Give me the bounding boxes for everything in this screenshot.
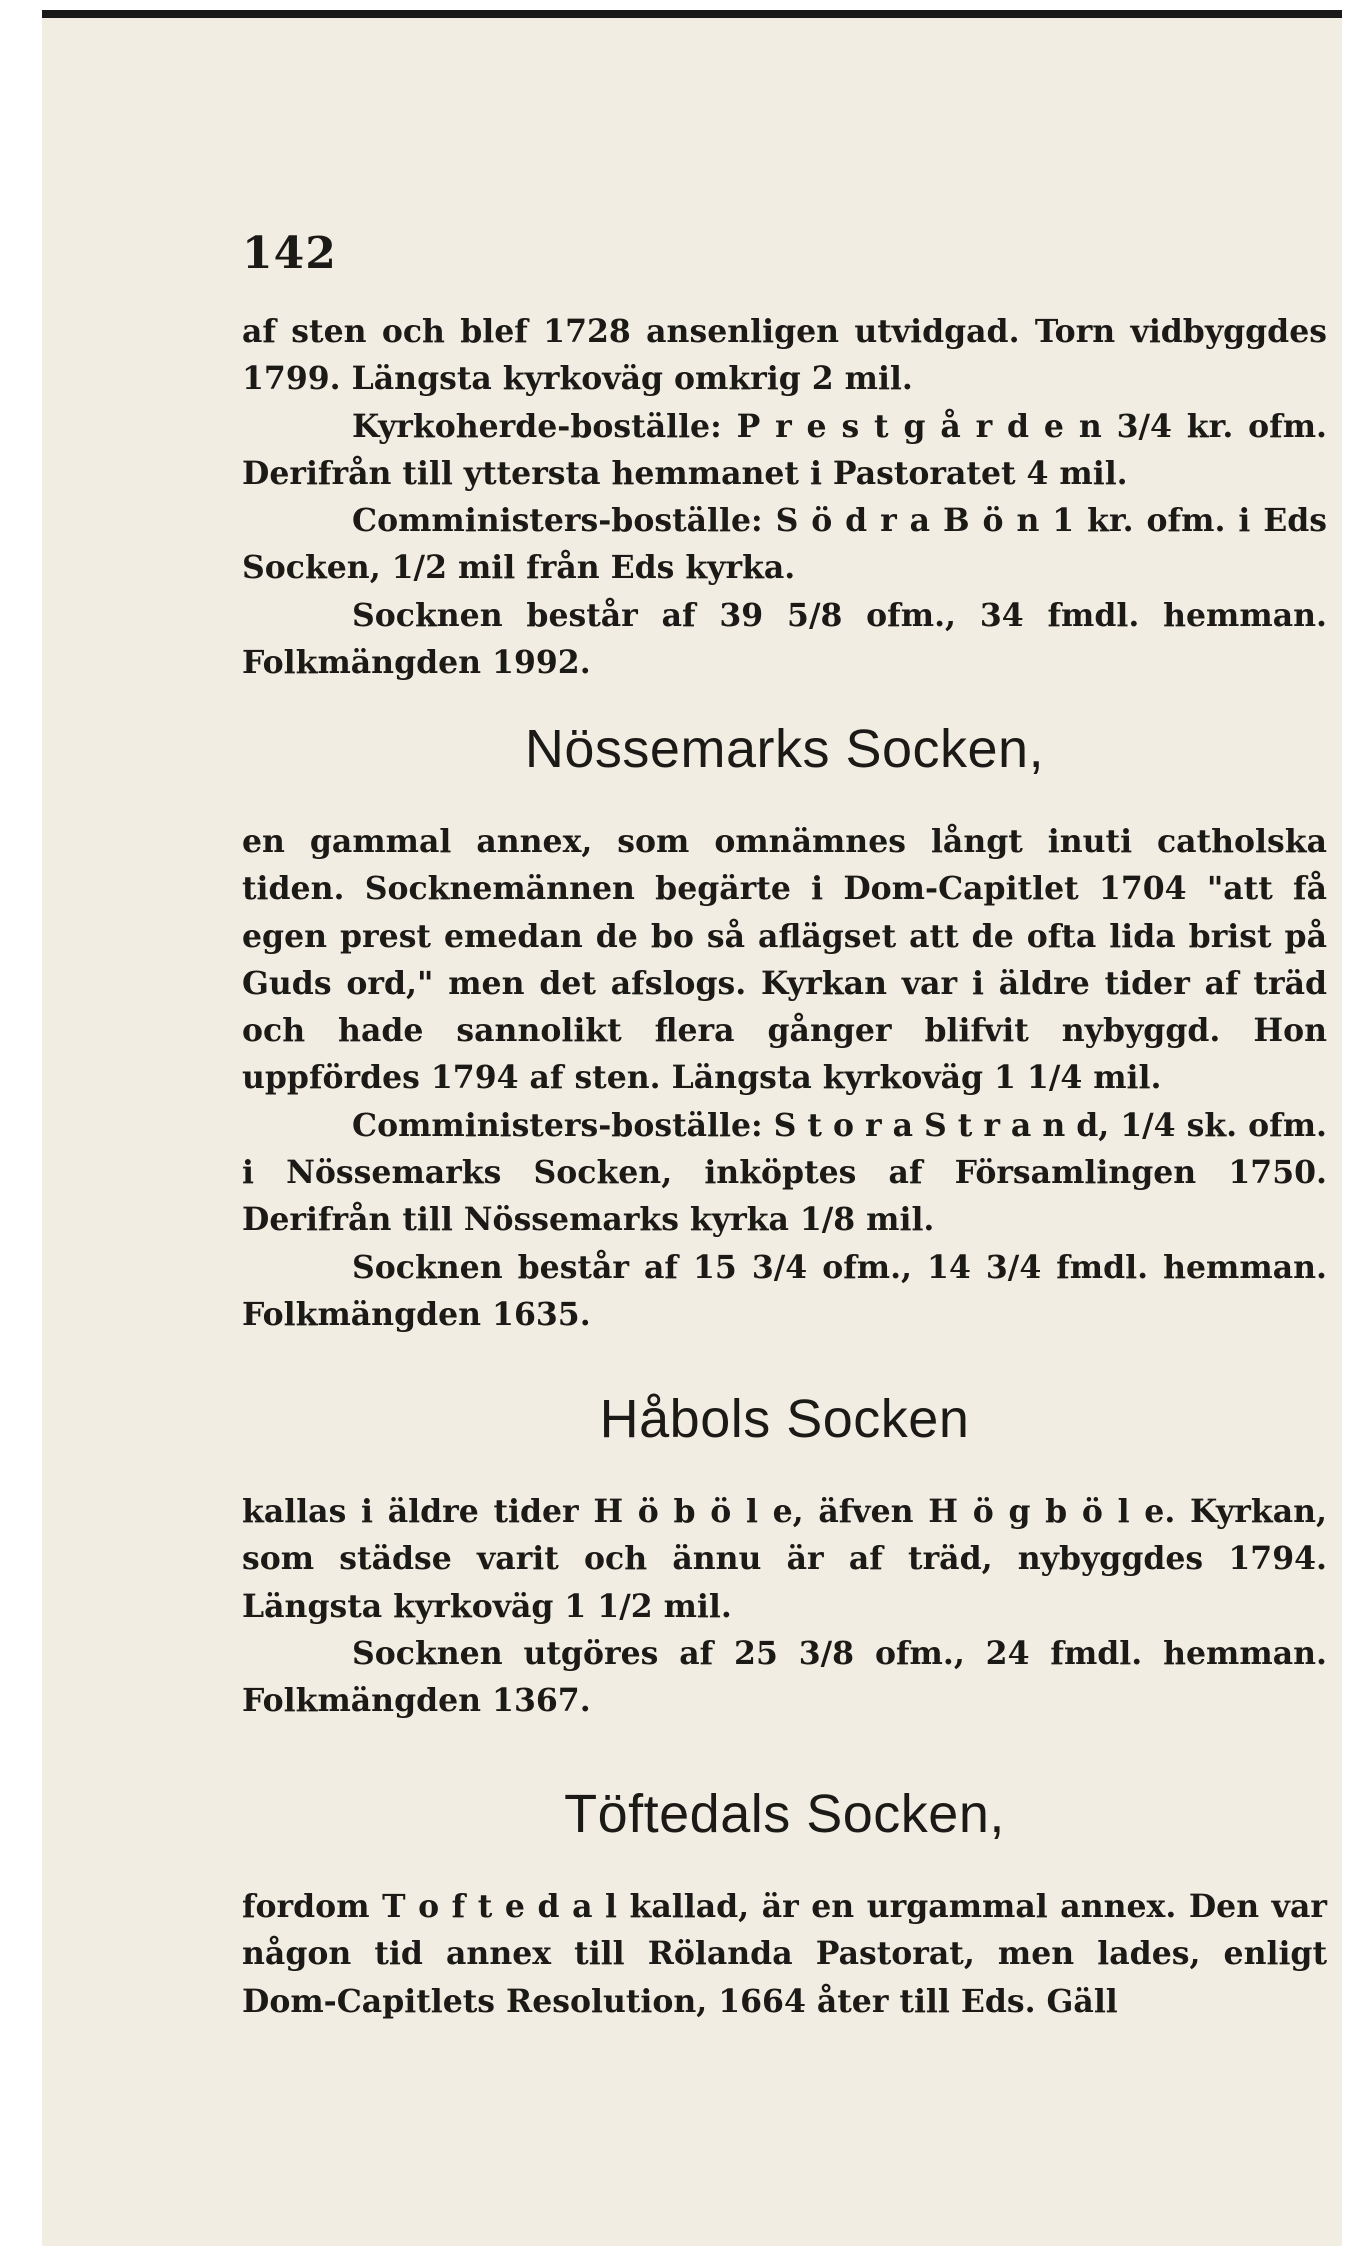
book-page <box>42 10 1342 2246</box>
intro-paragraph-1: af sten och blef 1728 ansenligen utvidgad. Torn vidbyggdes 1799. Längsta kyrkoväg omkrig 2 mil. <box>242 313 1327 398</box>
section-body-habols <box>242 1488 1327 1724</box>
intro-paragraph-2: Kyrkoherde-boställe: P r e s t g å r d e n 3/4 kr. ofm. Derifrån till yttersta hemmanet i Pastoratet 4 mil. <box>242 407 1327 492</box>
intro-paragraph-4: Socknen består af 39 5/8 ofm., 34 fmdl. hemman. Folkmängden 1992. <box>242 596 1327 682</box>
toftedals-paragraph-1: fordom T o f t e d a l kallad, är en urgammal annex. Den var någon tid annex till Rölanda Pastorat, men lades, enligt Dom-Capitlets Resolution, 1664 åter till Eds. Gäll <box>242 1888 1327 2020</box>
habols-paragraph-2: Socknen utgöres af 25 3/8 ofm., 24 fmdl. hemman. Folkmängden 1367. <box>242 1634 1327 1720</box>
section-heading-toftedals: Töftedals Socken, <box>564 1784 1005 1844</box>
habols-paragraph-1: kallas i äldre tider H ö b ö l e, äfven H ö g b ö l e. Kyrkan, som städse varit och ännu är af träd, nybyggdes 1794. Längsta kyrkoväg 1 1/2 mil. <box>242 1493 1327 1625</box>
section-body-toftedals <box>242 1883 1327 2025</box>
page-number: 142 <box>242 228 337 279</box>
nossemarks-paragraph-2: Comministers-boställe: S t o r a S t r a n d, 1/4 sk. ofm. i Nössemarks Socken, inköptes af Församlingen 1750. Derifrån till Nössemarks kyrka 1/8 mil. <box>242 1106 1327 1239</box>
intro-text <box>242 308 1327 686</box>
section-heading-nossemarks: Nössemarks Socken, <box>524 719 1045 779</box>
nossemarks-paragraph-3: Socknen består af 15 3/4 ofm., 14 3/4 fmdl. hemman. Folkmängden 1635. <box>242 1248 1327 1333</box>
section-body-nossemarks <box>242 818 1327 1338</box>
intro-paragraph-3: Comministers-boställe: S ö d r a B ö n 1 kr. ofm. i Eds Socken, 1/2 mil från Eds kyrka. <box>242 502 1327 587</box>
section-heading-habols: Håbols Socken <box>599 1389 970 1449</box>
nossemarks-paragraph-1: en gammal annex, som omnämnes långt inuti catholska tiden. Socknemännen begärte i Dom-Capitlet 1704 "att få egen prest emedan de bo så aflägset att de ofta lida brist på Guds ord," men det afslogs. Kyrkan var i äldre tider af träd och hade sannolikt flera gånger blifvit nybyggd. Hon uppfördes 1794 af sten. Längsta kyrkoväg 1 1/4 mil. <box>242 823 1327 1097</box>
